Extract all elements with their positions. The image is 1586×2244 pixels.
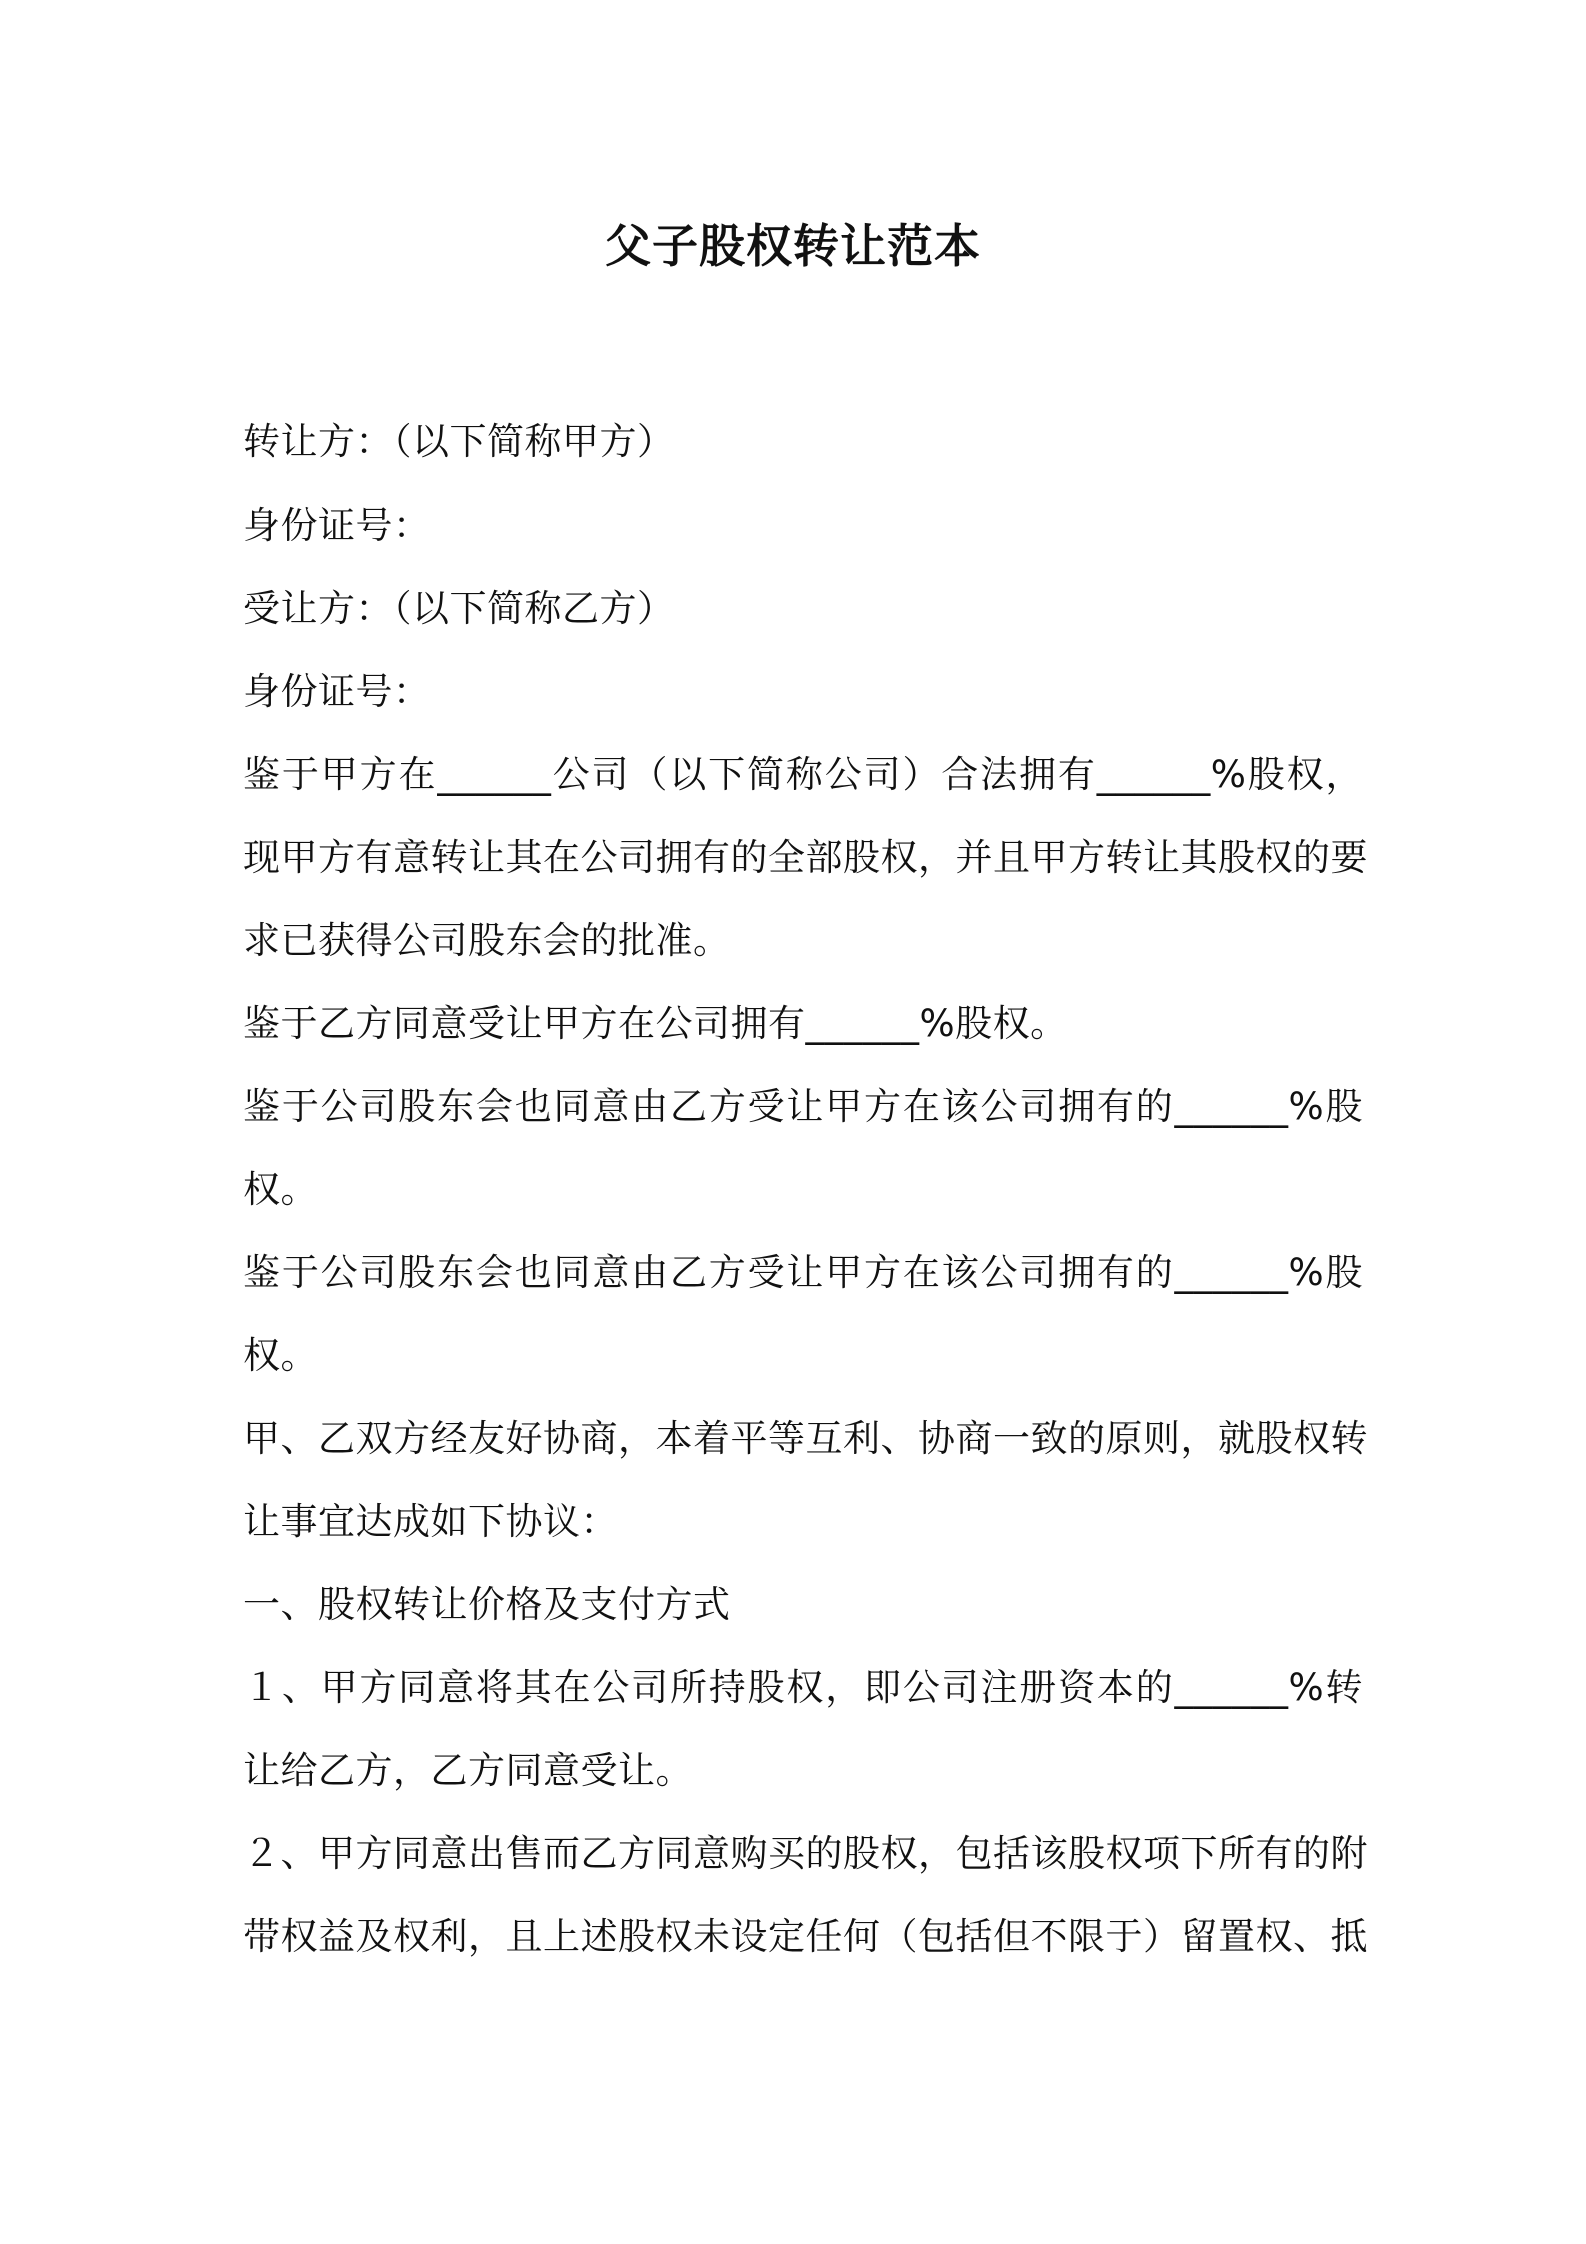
clause-2-line-2: 带权益及权利，且上述股权未设定任何（包括但不限于）留置权、抵 (243, 1915, 1368, 1958)
document-title: 父子股权转让范本 (605, 219, 981, 273)
agreement-intro-line-2: 让事宜达成如下协议： (243, 1500, 618, 1543)
recital-paragraph-1-line-3: 求已获得公司股东会的批准。 (243, 919, 731, 962)
transferee-line: 受让方：（以下简称乙方） (243, 587, 675, 630)
clause-1-line-2: 让给乙方，乙方同意受让。 (243, 1749, 693, 1792)
transferor-id-line: 身份证号： (243, 504, 431, 547)
clause-1-line-1: １、甲方同意将其在公司所持股权，即公司注册资本的______%转 (243, 1666, 1363, 1709)
recital-paragraph-1-line-1: 鉴于甲方在______公司（以下简称公司）合法拥有______%股权， (243, 753, 1363, 796)
transferee-id-line: 身份证号： (243, 670, 431, 713)
recital-paragraph-4-line-1: 鉴于公司股东会也同意由乙方受让甲方在该公司拥有的______%股 (243, 1251, 1363, 1294)
transferor-line: 转让方：（以下简称甲方） (243, 420, 675, 463)
recital-paragraph-3-line-2: 权。 (243, 1168, 318, 1211)
recital-paragraph-3-line-1: 鉴于公司股东会也同意由乙方受让甲方在该公司拥有的______%股 (243, 1085, 1363, 1128)
clause-2-line-1: ２、甲方同意出售而乙方同意购买的股权，包括该股权项下所有的附 (243, 1832, 1368, 1875)
recital-paragraph-4-line-2: 权。 (243, 1334, 318, 1377)
agreement-intro-line-1: 甲、乙双方经友好协商，本着平等互利、协商一致的原则，就股权转 (243, 1417, 1368, 1460)
recital-paragraph-1-line-2: 现甲方有意转让其在公司拥有的全部股权，并且甲方转让其股权的要 (243, 836, 1368, 879)
section-heading-1: 一、股权转让价格及支付方式 (243, 1583, 731, 1626)
recital-paragraph-2: 鉴于乙方同意受让甲方在公司拥有______%股权。 (243, 1002, 1068, 1045)
